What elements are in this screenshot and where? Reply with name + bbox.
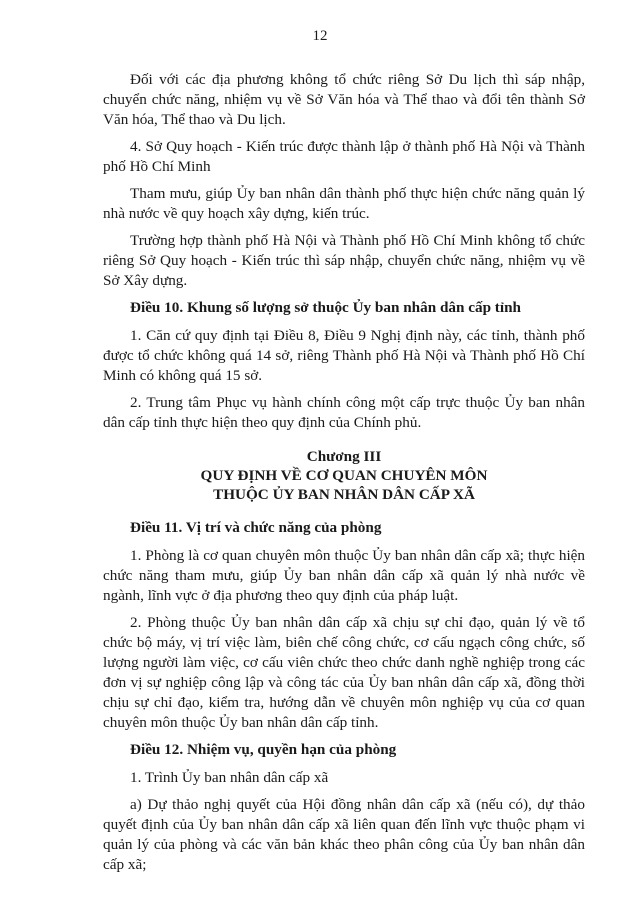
chapter-title-line: THUỘC ỦY BAN NHÂN DÂN CẤP XÃ	[213, 486, 475, 503]
article-heading: Điều 11. Vị trí và chức năng của phòng	[130, 519, 382, 536]
article-heading: Điều 12. Nhiệm vụ, quyền hạn của phòng	[130, 741, 397, 758]
paragraph: 1. Căn cứ quy định tại Điều 8, Điều 9 Nghị định này, các tỉnh, thành phố được tổ chức không quá 14 sở, riêng Thành phố Hà Nội và Thành phố Hồ Chí Minh có không quá 15 sở.	[103, 327, 585, 384]
paragraph: Tham mưu, giúp Ủy ban nhân dân thành phố thực hiện chức năng quản lý nhà nước về quy hoạch xây dựng, kiến trúc.	[103, 185, 585, 222]
chapter-title-line: QUY ĐỊNH VỀ CƠ QUAN CHUYÊN MÔN	[200, 467, 488, 484]
paragraph: 1. Trình Ủy ban nhân dân cấp xã	[130, 769, 329, 786]
paragraph: 2. Trung tâm Phục vụ hành chính công một cấp trực thuộc Ủy ban nhân dân cấp tỉnh thực hiện theo quy định của Chính phủ.	[103, 394, 585, 431]
chapter-number: Chương III	[306, 448, 382, 465]
article-heading: Điều 10. Khung số lượng sở thuộc Ủy ban nhân dân cấp tỉnh	[130, 299, 521, 316]
paragraph: 2. Phòng thuộc Ủy ban nhân dân cấp xã chịu sự chỉ đạo, quản lý về tổ chức bộ máy, vị trí việc làm, biên chế công chức, cơ cấu ngạch công chức, số lượng người làm việc, cơ cấu viên chức theo chức danh nghề nghiệp trong các đơn vị sự nghiệp công lập và công tác của Ủy ban nhân dân cấp xã, đồng thời chịu sự chỉ đạo, kiểm tra, hướng dẫn về chuyên môn nghiệp vụ của cơ quan chuyên môn thuộc Ủy ban nhân dân cấp tỉnh.	[103, 614, 585, 731]
paragraph: 4. Sở Quy hoạch - Kiến trúc được thành lập ở thành phố Hà Nội và Thành phố Hồ Chí Minh	[103, 138, 585, 175]
document-body	[103, 70, 585, 882]
paragraph: a) Dự thảo nghị quyết của Hội đồng nhân dân cấp xã (nếu có), dự thảo quyết định của Ủy ban nhân dân cấp xã liên quan đến lĩnh vực thuộc phạm vi quản lý của phòng và các văn bản khác theo phân công của Ủy ban nhân dân cấp xã;	[103, 796, 585, 873]
page-number: 12	[312, 28, 328, 44]
chapter-title	[103, 447, 585, 504]
paragraph: 1. Phòng là cơ quan chuyên môn thuộc Ủy ban nhân dân cấp xã; thực hiện chức năng tham mưu, giúp Ủy ban nhân dân cấp xã quản lý nhà nước về ngành, lĩnh vực ở địa phương theo quy định của pháp luật.	[103, 547, 585, 604]
paragraph: Đối với các địa phương không tổ chức riêng Sở Du lịch thì sáp nhập, chuyển chức năng, nhiệm vụ về Sở Văn hóa và Thể thao và đổi tên thành Sở Văn hóa, Thể thao và Du lịch.	[103, 71, 585, 128]
paragraph: Trường hợp thành phố Hà Nội và Thành phố Hồ Chí Minh không tổ chức riêng Sở Quy hoạch - Kiến trúc thì sáp nhập, chuyển chức năng, nhiệm vụ về Sở Xây dựng.	[103, 232, 585, 289]
